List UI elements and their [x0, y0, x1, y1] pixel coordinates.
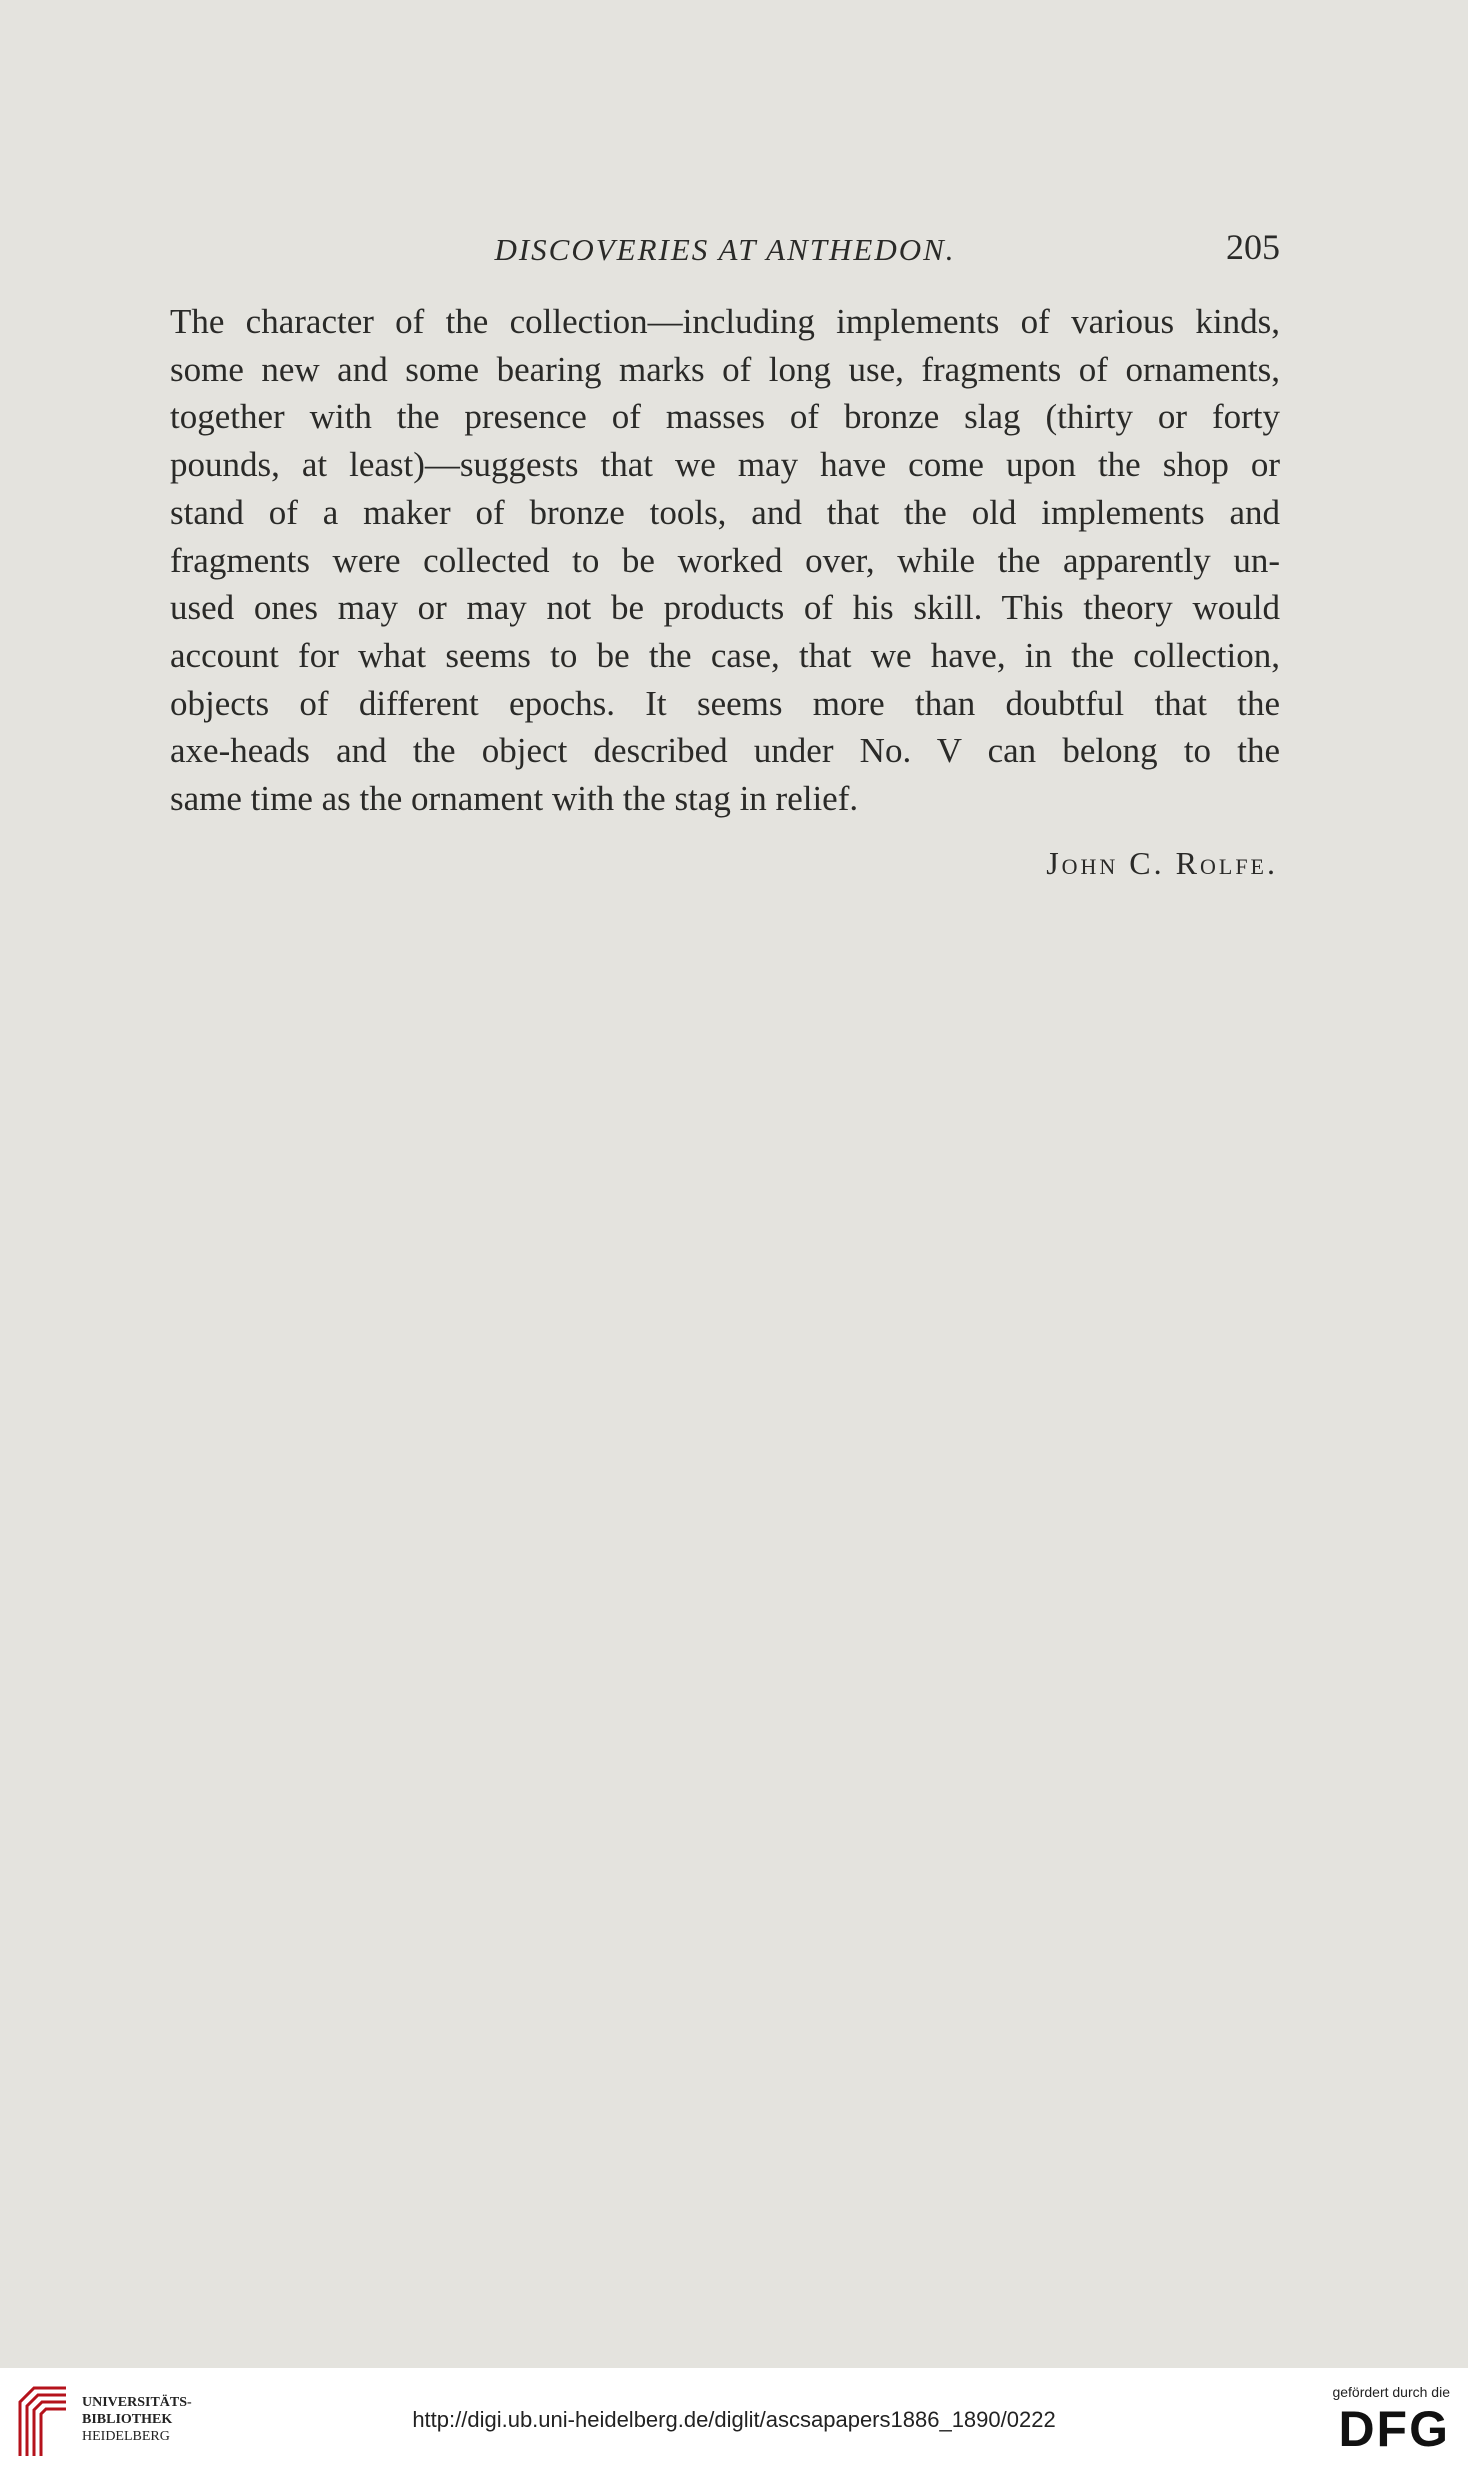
- text-line: account for what seems to be the case, that we have, in the collection,: [170, 635, 1280, 675]
- body-paragraph: [170, 298, 1280, 823]
- text-line: same time as the ornament with the stag in relief.: [170, 779, 859, 819]
- author-signature: John C. Rolfe.: [1046, 845, 1278, 881]
- text-line: objects of different epochs. It seems more than doubtful that the: [170, 683, 1280, 723]
- text-line: axe-heads and the object described under No. V can belong to the: [170, 731, 1280, 771]
- text-line: fragments were collected to be worked over, while the apparently un-: [170, 540, 1280, 580]
- dfg-funder-logo[interactable]: [1300, 2378, 1450, 2468]
- funder-caption: gefördert durch die: [1332, 2384, 1450, 2400]
- running-title: DISCOVERIES AT ANTHEDON.: [494, 232, 956, 267]
- text-line: pounds, at least)—suggests that we may have come upon the shop or: [170, 445, 1280, 485]
- library-name-line: HEIDELBERG: [82, 2429, 170, 2444]
- permalink-url[interactable]: http://digi.ub.uni-heidelberg.de/diglit/ascsapapers1886_1890/0222: [412, 2407, 1056, 2432]
- text-line: some new and some bearing marks of long use, fragments of ornaments,: [170, 349, 1280, 389]
- text-line: stand of a maker of bronze tools, and that the old implements and: [170, 492, 1280, 532]
- text-line: The character of the collection—including implements of various kinds,: [170, 302, 1280, 341]
- running-head: [170, 226, 1280, 272]
- text-line: used ones may or may not be products of his skill. This theory would: [170, 588, 1280, 628]
- dfg-logo-text: DFG: [1338, 2401, 1450, 2457]
- page-number: 205: [1226, 227, 1280, 267]
- library-name-line: UNIVERSITÄTS-: [82, 2395, 192, 2410]
- text-line: together with the presence of masses of bronze slag (thirty or forty: [170, 397, 1280, 437]
- library-name-line: BIBLIOTHEK: [82, 2412, 173, 2427]
